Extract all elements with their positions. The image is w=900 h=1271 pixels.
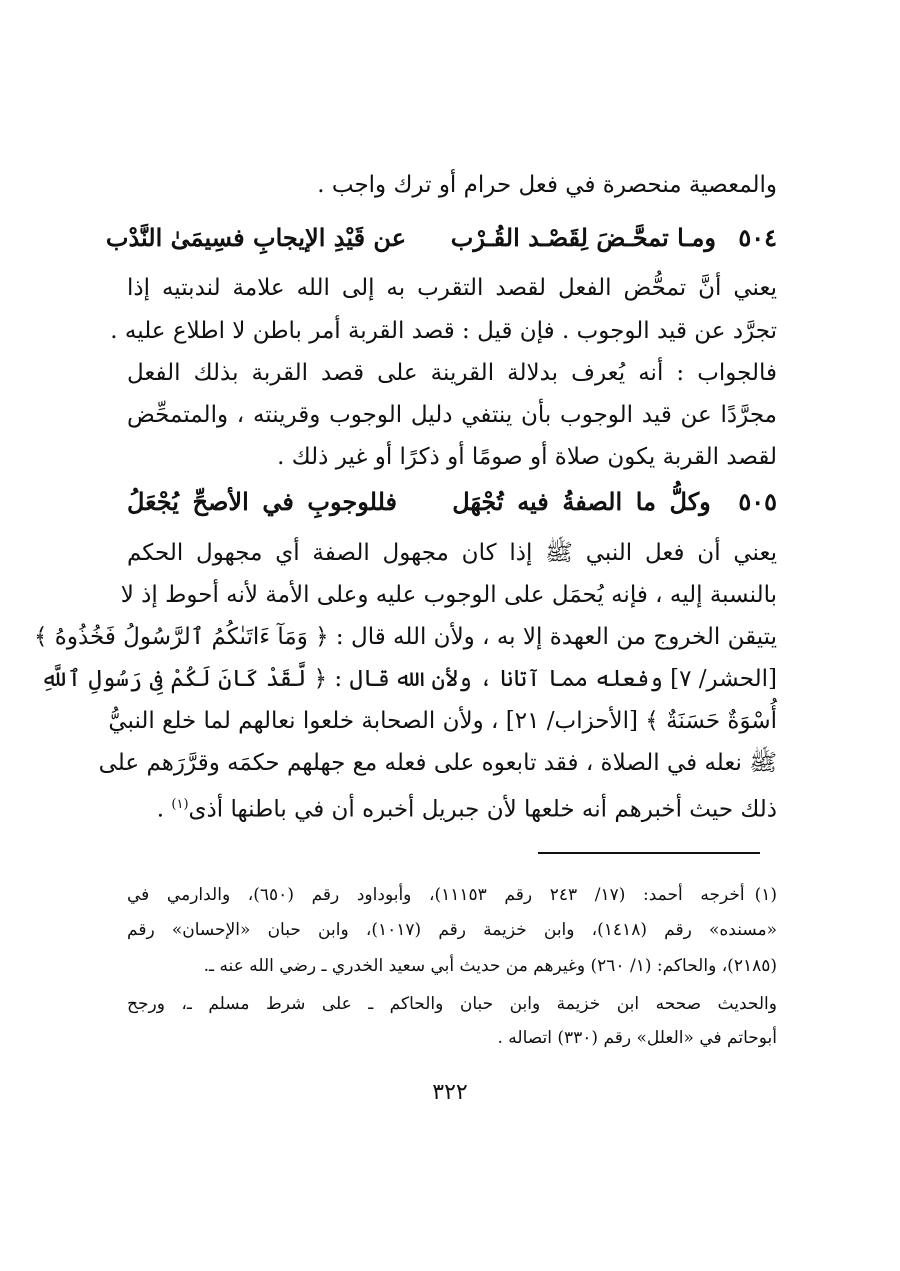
text-line: تجرَّد عن قيد الوجوب . فإن قيل : قصد القربة أمر باطن لا اطلاع عليه . [110, 318, 777, 344]
text-line: مجرَّدًا عن قيد الوجوب بأن ينتفي دليل الوجوب وقرينته ، والمتمحِّض [127, 402, 777, 428]
verse-number: ٥٠٤ [738, 223, 777, 252]
text-line: يعني أنَّ تمحُّض الفعل لقصد التقرب به إلى الله علامة لندبتيه إذا [127, 275, 777, 301]
text-line: أُسْوَةٌ حَسَنَةٌ ﴾ [الأحزاب/ ٢١] ، ولأن الصحابة خلعوا نعالهم لما خلع النبيُّ [108, 708, 777, 734]
footnote-text: أخرجه أحمد: (١٧/ ٢٤٣ رقم ١١١٥٣)، وأبوداود رقم (٦٥٠)، والدارمي في [127, 885, 745, 905]
text-line: فالجواب : أنه يُعرف بدلالة القرينة على قصد القربة بذلك الفعل [127, 360, 777, 386]
text-line: بالنسبة إليه ، فإنه يُحمَل على الوجوب عليه وعلى الأمة لأنه أحوط إذ لا [120, 582, 777, 608]
verse-number: ٥٠٥ [738, 487, 777, 516]
footnote-line: «مسنده» رقم (١٤١٨)، وابن خزيمة رقم (١٠١٧)، وابن حبان «الإحسان» رقم [127, 920, 778, 940]
text-line: [الحشر/ ٧] وفعله مما آتانا ، ولأن الله قال : ﴿ لَّقَدْ كَانَ لَكُمْ فِى رَسُولِ ٱللَّهِ [40, 666, 777, 692]
footnote-line: أبوحاتم في «العلل» رقم (٣٣٠) اتصاله . [497, 1028, 777, 1048]
text-line: والمعصية منحصرة في فعل حرام أو ترك واجب . [317, 172, 777, 198]
footnote-marker[interactable]: (١) [171, 797, 189, 812]
text-line: يعني أن فعل النبي ﷺ إذا كان مجهول الصفة أي مجهول الحكم [127, 540, 777, 566]
footnote-line: (٢١٨٥)، والحاكم: (١/ ٢٦٠) وغيرهم من حديث أبي سعيد الخدري ـ رضي الله عنه ـ. [203, 956, 777, 976]
text-line: لقصد القربة يكون صلاة أو صومًا أو ذكرًا أو غير ذلك . [277, 444, 777, 470]
verse-hemistich-2: عن قَيْدِ الإيجابِ فسِيمَىٰ النَّدْب [105, 223, 407, 252]
footnote-separator [538, 852, 760, 854]
text-line-content: ذلك حيث أخبرهم أنه خلعها لأن جبريل أخبره أن في باطنها أذى [188, 796, 777, 823]
footnote-line [127, 880, 777, 910]
text-line: يتيقن الخروج من العهدة إلا به ، ولأن الله قال : ﴿ وَمَآ ءَاتَىٰكُمُ ٱلرَّسُولُ فَخُذُوهُ ﴾ [34, 624, 777, 650]
verse-505 [127, 482, 777, 522]
verse-hemistich-1: ومـا تمحَّـضَ لِقَصْـد القُـرْب [450, 223, 716, 252]
verse-hemistich-2: فللوجوبِ في الأصحِّ يُجْعَلُ [127, 487, 397, 516]
verse-hemistich-1: وكلُّ ما الصفةُ فيه تُجْهَل [452, 487, 711, 516]
footnote-number: (١) [754, 885, 777, 905]
page-number: ٣٢٢ [432, 1080, 468, 1105]
text-line-tail: . [156, 796, 172, 823]
footnote-line: والحديث صححه ابن خزيمة وابن حبان والحاكم ـ على شرط مسلم ـ، ورجح [127, 994, 777, 1014]
text-line: ﷺ نعله في الصلاة ، فقد تابعوه على فعله مع جهلهم حكمَه وقرَّرَهم على [98, 750, 777, 776]
text-line [127, 785, 777, 825]
verse-504 [105, 218, 777, 258]
